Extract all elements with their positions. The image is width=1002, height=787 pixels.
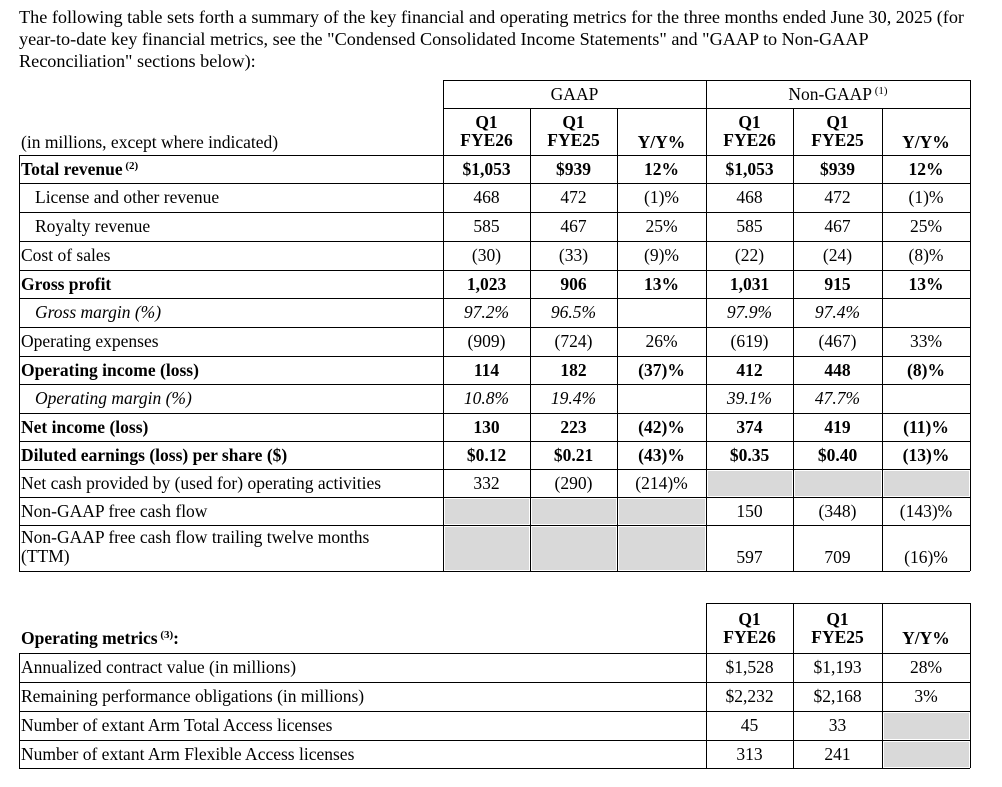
shaded-cell — [708, 471, 792, 496]
row-label: (TTM) — [21, 546, 70, 566]
footnote-marker: (1) — [872, 85, 888, 97]
table1-row-border — [19, 571, 970, 572]
value-cell: 709 — [824, 547, 851, 567]
column-header — [882, 629, 970, 647]
row-label-text: License and other revenue — [35, 187, 220, 207]
value-cell: 332 — [473, 473, 500, 493]
shaded-cell — [532, 499, 616, 524]
row-label-text: Gross profit — [21, 274, 112, 294]
column-header-line: Q1 — [826, 112, 849, 132]
table2-row-border — [19, 768, 970, 769]
value-cell: 3% — [914, 686, 938, 706]
row-label — [35, 388, 192, 408]
table1-left-border — [19, 155, 20, 571]
value-cell: (467) — [818, 331, 857, 351]
value-cell: 97.4% — [814, 302, 861, 322]
unit-label: (in millions, except where indicated) — [21, 132, 279, 152]
value-cell: 906 — [560, 274, 587, 294]
value-cell: $0.12 — [466, 445, 507, 465]
value-cell: $939 — [820, 159, 855, 179]
value-cell: 467 — [824, 216, 851, 236]
value-cell: 33% — [909, 331, 943, 351]
shaded-cell — [445, 499, 529, 524]
value-cell: 13% — [644, 274, 679, 294]
row-label-text: Operating expenses — [21, 331, 159, 351]
group-header-nongaap — [706, 85, 970, 103]
row-label — [21, 331, 159, 351]
value-cell: 25% — [909, 216, 943, 236]
table1-row-border — [19, 270, 970, 271]
row-label-text: Royalty revenue — [35, 216, 151, 236]
operating-metrics-title-text: Operating metrics — [21, 628, 158, 648]
table1-row-border — [19, 298, 970, 299]
column-header-line: Y/Y% — [637, 132, 686, 152]
table1-row-border — [19, 183, 970, 184]
column-header — [793, 610, 882, 646]
value-cell: 96.5% — [550, 302, 597, 322]
shaded-cell — [795, 471, 881, 496]
value-cell: $1,053 — [462, 159, 511, 179]
value-cell: $2,232 — [725, 686, 774, 706]
row-label: Remaining performance obligations (in millions) — [21, 686, 365, 706]
row-label-text: Gross margin (%) — [35, 302, 162, 322]
value-cell: 448 — [824, 360, 851, 380]
column-header — [882, 133, 970, 151]
value-cell: 45 — [740, 715, 759, 735]
value-cell: 33 — [828, 715, 847, 735]
value-cell: 39.1% — [726, 388, 773, 408]
value-cell: 467 — [560, 216, 587, 236]
row-label — [21, 159, 138, 179]
value-cell: (24) — [822, 245, 853, 265]
value-cell: 468 — [736, 187, 763, 207]
value-cell: (143)% — [899, 501, 953, 521]
shaded-cell — [532, 527, 616, 570]
row-label — [35, 302, 161, 322]
column-header — [443, 113, 530, 149]
row-label: Annualized contract value (in millions) — [21, 657, 297, 677]
table1-row-border — [19, 241, 970, 242]
row-label — [21, 245, 110, 265]
group-header-gaap — [443, 85, 706, 103]
table1-row-border — [19, 441, 970, 442]
table1-column-border — [970, 80, 971, 571]
value-cell: 25% — [645, 216, 678, 236]
value-cell: (909) — [467, 331, 506, 351]
value-cell: 472 — [824, 187, 851, 207]
value-cell: 47.7% — [814, 388, 861, 408]
footnote-marker: (3) — [157, 629, 174, 641]
value-cell: 13% — [908, 274, 944, 294]
column-header-line: FYE25 — [811, 130, 864, 150]
column-header — [706, 610, 793, 646]
value-cell: (1)% — [644, 187, 679, 207]
row-label-text: Operating margin (%) — [35, 388, 192, 408]
value-cell: 472 — [560, 187, 587, 207]
table1-row-border — [19, 384, 970, 385]
footnote-marker: (2) — [122, 160, 139, 172]
table2-row-border — [19, 740, 970, 741]
value-cell: (13)% — [902, 445, 950, 465]
value-cell: (42)% — [638, 417, 685, 437]
intro-paragraph: The following table sets forth a summary of the key financial and operating metrics for the three months ended June 30, 2025 (for year-to-date key financial metrics, see the "Condensed Consolidated Income Statements" and "GAAP to Non-GAAP Reconciliation" sections below): — [19, 7, 964, 71]
table1-row-border — [19, 356, 970, 357]
row-label-text: Non-GAAP free cash flow — [21, 501, 208, 521]
value-cell: (619) — [730, 331, 769, 351]
column-header-line: Q1 — [826, 609, 849, 629]
row-label-text: Total revenue — [21, 159, 123, 179]
shaded-cell — [445, 527, 529, 570]
value-cell: 597 — [736, 547, 763, 567]
value-cell: (9)% — [644, 245, 679, 265]
value-cell: 412 — [736, 360, 763, 380]
shaded-cell — [619, 499, 705, 524]
row-label-text: Cost of sales — [21, 245, 111, 265]
value-cell: (290) — [554, 473, 593, 493]
value-cell: 114 — [473, 360, 500, 380]
value-cell: (8)% — [908, 245, 944, 265]
value-cell: (8)% — [907, 360, 945, 380]
value-cell: $1,053 — [725, 159, 774, 179]
row-label — [21, 360, 199, 380]
value-cell: 468 — [473, 187, 500, 207]
value-cell: 1,023 — [466, 274, 507, 294]
value-cell: 97.2% — [463, 302, 510, 322]
value-cell: 419 — [824, 417, 851, 437]
table1-row-border — [19, 497, 970, 498]
column-header-line: FYE26 — [460, 130, 513, 150]
value-cell: 585 — [473, 216, 500, 236]
shaded-cell — [619, 527, 705, 570]
row-label-text: Net income (loss) — [21, 417, 149, 437]
value-cell: (22) — [734, 245, 765, 265]
value-cell: 19.4% — [550, 388, 597, 408]
value-cell: 130 — [473, 417, 500, 437]
value-cell: 12% — [908, 159, 944, 179]
column-header — [530, 113, 617, 149]
table2-row-border — [19, 682, 970, 683]
value-cell: 28% — [909, 657, 943, 677]
value-cell: 150 — [736, 501, 763, 521]
row-label: Number of extant Arm Flexible Access licenses — [21, 744, 355, 764]
row-label: Non-GAAP free cash flow trailing twelve months — [21, 527, 370, 547]
table2-row-border — [19, 653, 970, 654]
value-cell: (214)% — [635, 473, 688, 493]
value-cell: $0.21 — [553, 445, 594, 465]
value-cell: $0.40 — [817, 445, 858, 465]
value-cell: 223 — [560, 417, 587, 437]
table1-row-border — [19, 413, 970, 414]
value-cell: 915 — [824, 274, 851, 294]
shaded-cell — [884, 713, 969, 739]
table2-row-border — [19, 711, 970, 712]
value-cell: (30) — [471, 245, 502, 265]
row-label-text: Operating income (loss) — [21, 360, 199, 380]
value-cell: 182 — [560, 360, 587, 380]
operating-metrics-title — [21, 628, 179, 648]
column-header — [793, 113, 882, 149]
column-header-line: Y/Y% — [902, 628, 950, 648]
column-header-line: Q1 — [738, 609, 761, 629]
table1-row-border — [19, 469, 970, 470]
column-header-line: FYE25 — [547, 130, 600, 150]
column-header — [706, 113, 793, 149]
row-label — [35, 216, 150, 236]
group-header-gaap-label: GAAP — [550, 84, 599, 104]
table1-row-border — [19, 327, 970, 328]
value-cell: (43)% — [638, 445, 685, 465]
value-cell: $1,528 — [725, 657, 774, 677]
column-header-line: Y/Y% — [902, 132, 950, 152]
value-cell: 241 — [824, 744, 851, 764]
row-label — [21, 473, 381, 493]
value-cell: (724) — [554, 331, 593, 351]
table1-row-border — [19, 212, 970, 213]
value-cell: $0.35 — [729, 445, 770, 465]
value-cell: 313 — [736, 744, 763, 764]
row-label — [21, 501, 207, 521]
value-cell: 26% — [645, 331, 678, 351]
row-label-text: Net cash provided by (used for) operating activities — [21, 473, 382, 493]
value-cell: 1,031 — [729, 274, 770, 294]
value-cell: $939 — [556, 159, 591, 179]
row-label — [21, 445, 287, 465]
column-header-line: Q1 — [562, 112, 585, 132]
title-colon: : — [173, 628, 179, 648]
column-header-line: Q1 — [475, 112, 498, 132]
table2-top-border — [706, 603, 970, 604]
row-label — [21, 417, 148, 437]
value-cell: 12% — [644, 159, 679, 179]
table2-column-border — [970, 603, 971, 768]
group-header-nongaap-label: Non-GAAP — [788, 84, 873, 104]
column-header-line: FYE25 — [811, 627, 864, 647]
value-cell: 97.9% — [726, 302, 773, 322]
value-cell: $2,168 — [813, 686, 862, 706]
row-label — [35, 187, 219, 207]
shaded-cell — [884, 742, 969, 767]
value-cell: (348) — [818, 501, 857, 521]
column-header — [617, 133, 706, 151]
value-cell: 374 — [736, 417, 763, 437]
value-cell: 10.8% — [463, 388, 510, 408]
row-label — [21, 274, 111, 294]
column-header-line: FYE26 — [723, 627, 776, 647]
table1-row-border — [19, 525, 970, 526]
column-header-line: FYE26 — [723, 130, 776, 150]
value-cell: (16)% — [904, 547, 948, 567]
row-label-text: Diluted earnings (loss) per share ($) — [21, 445, 288, 465]
value-cell: $1,193 — [813, 657, 862, 677]
value-cell: 585 — [736, 216, 763, 236]
shaded-cell — [884, 471, 969, 496]
value-cell: (33) — [558, 245, 589, 265]
row-label: Number of extant Arm Total Access licenses — [21, 715, 333, 735]
value-cell: (11)% — [903, 417, 949, 437]
column-header-line: Q1 — [738, 112, 761, 132]
value-cell: (37)% — [638, 360, 685, 380]
value-cell: (1)% — [908, 187, 944, 207]
table1-row-border — [19, 155, 970, 156]
